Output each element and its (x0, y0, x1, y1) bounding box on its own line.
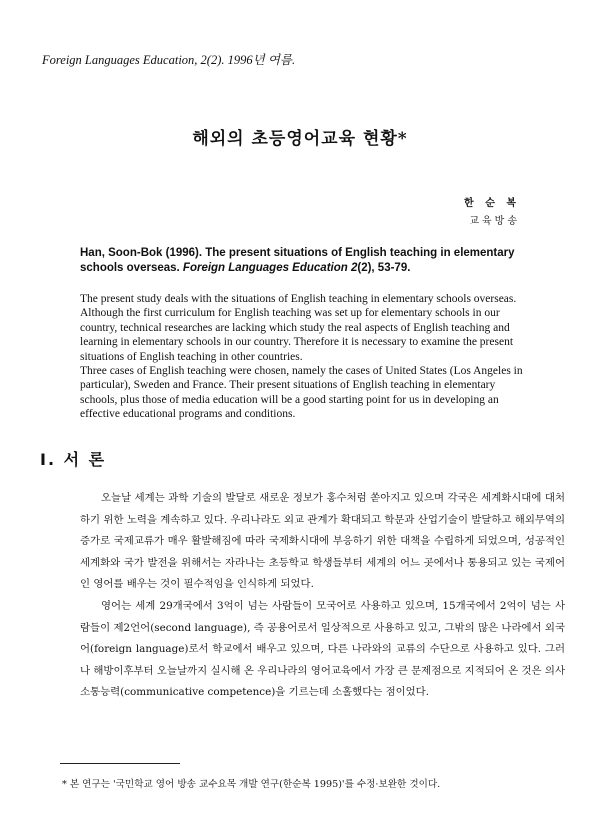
citation-issue-pages: (2), 53-79. (357, 262, 411, 274)
author-name: 한 순 복 (464, 198, 520, 209)
abstract-paragraph: Three cases of English teaching were chosen, namely the cases of United States (Los Angeles in particular), Sweden and France. Their present situations of English teaching in elementary schools, plus those of media education will be a good starting point for us in developing an effective educational programs and conditions. (80, 365, 523, 421)
journal-header: Foreign Languages Education, 2(2). 1996년 여름. (42, 53, 296, 67)
author-block (464, 195, 520, 231)
abstract (80, 292, 530, 422)
footnote: * 본 연구는 '국민학교 영어 방송 교수요목 개발 연구(한순복 1995)'를 수정·보완한 것이다. (62, 779, 441, 790)
citation-main: Han, Soon-Bok (1996). The present situations of English teaching in elementary schools overseas. (80, 247, 515, 274)
footnote-divider (60, 763, 180, 764)
section-heading: I. 서 론 (40, 450, 107, 469)
body-paragraph: 오늘날 세계는 과학 기술의 발달로 새로운 정보가 홍수처럼 쏟아지고 있으며 각국은 세계화시대에 대처하기 위한 노력을 계속하고 있다. 우리나라도 외교 관계가 확대되고 학문과 산업기술이 발달하고 해외무역의 증가로 국제교류가 매우 활발해짐에 따라 국제화시대에 부응하기 위한 대책을 수립하게 되었으며, 성공적인 세계화와 국가 발전을 위해서는 자라나는 초등학교 학생들부터 세계의 어느 곳에서나 통용되고 있는 국제어인 영어를 배우는 것이 필수적임을 인식하게 되었다. (80, 492, 565, 591)
body-text (80, 488, 565, 704)
citation-journal: Foreign Languages Education 2 (182, 262, 358, 274)
paper-title: 해외의 초등영어교육 현황* (192, 129, 408, 149)
author-affiliation: 교육방송 (469, 216, 520, 227)
citation (80, 246, 530, 276)
abstract-paragraph: The present study deals with the situations of English teaching in elementary schools overseas. Although the first curriculum for English teaching was set up for elementary schools in our country, technical researches are lacking which study the real aspects of English teaching and learning in elementary schools in our country. Therefore it is necessary to examine the present situations of English teaching in other countries. (80, 293, 517, 363)
body-paragraph: 영어는 세계 29개국에서 3억이 넘는 사람들이 모국어로 사용하고 있으며, 15개국에서 2억이 넘는 사람들이 제2언어(second language), 즉 공용어로서 일상적으로 사용하고 있고, 그밖의 많은 나라에서 외국어(foreign language)로서 학교에서 배우고 있으며, 다른 나라와의 교류의 수단으로 사용하고 있다. 그러나 해방이후부터 오늘날까지 실시해 온 우리나라의 영어교육에서 가장 큰 문제점으로 지적되어 온 것은 의사소통능력(communicative competence)을 기르는데 소홀했다는 점이었다. (80, 599, 565, 699)
